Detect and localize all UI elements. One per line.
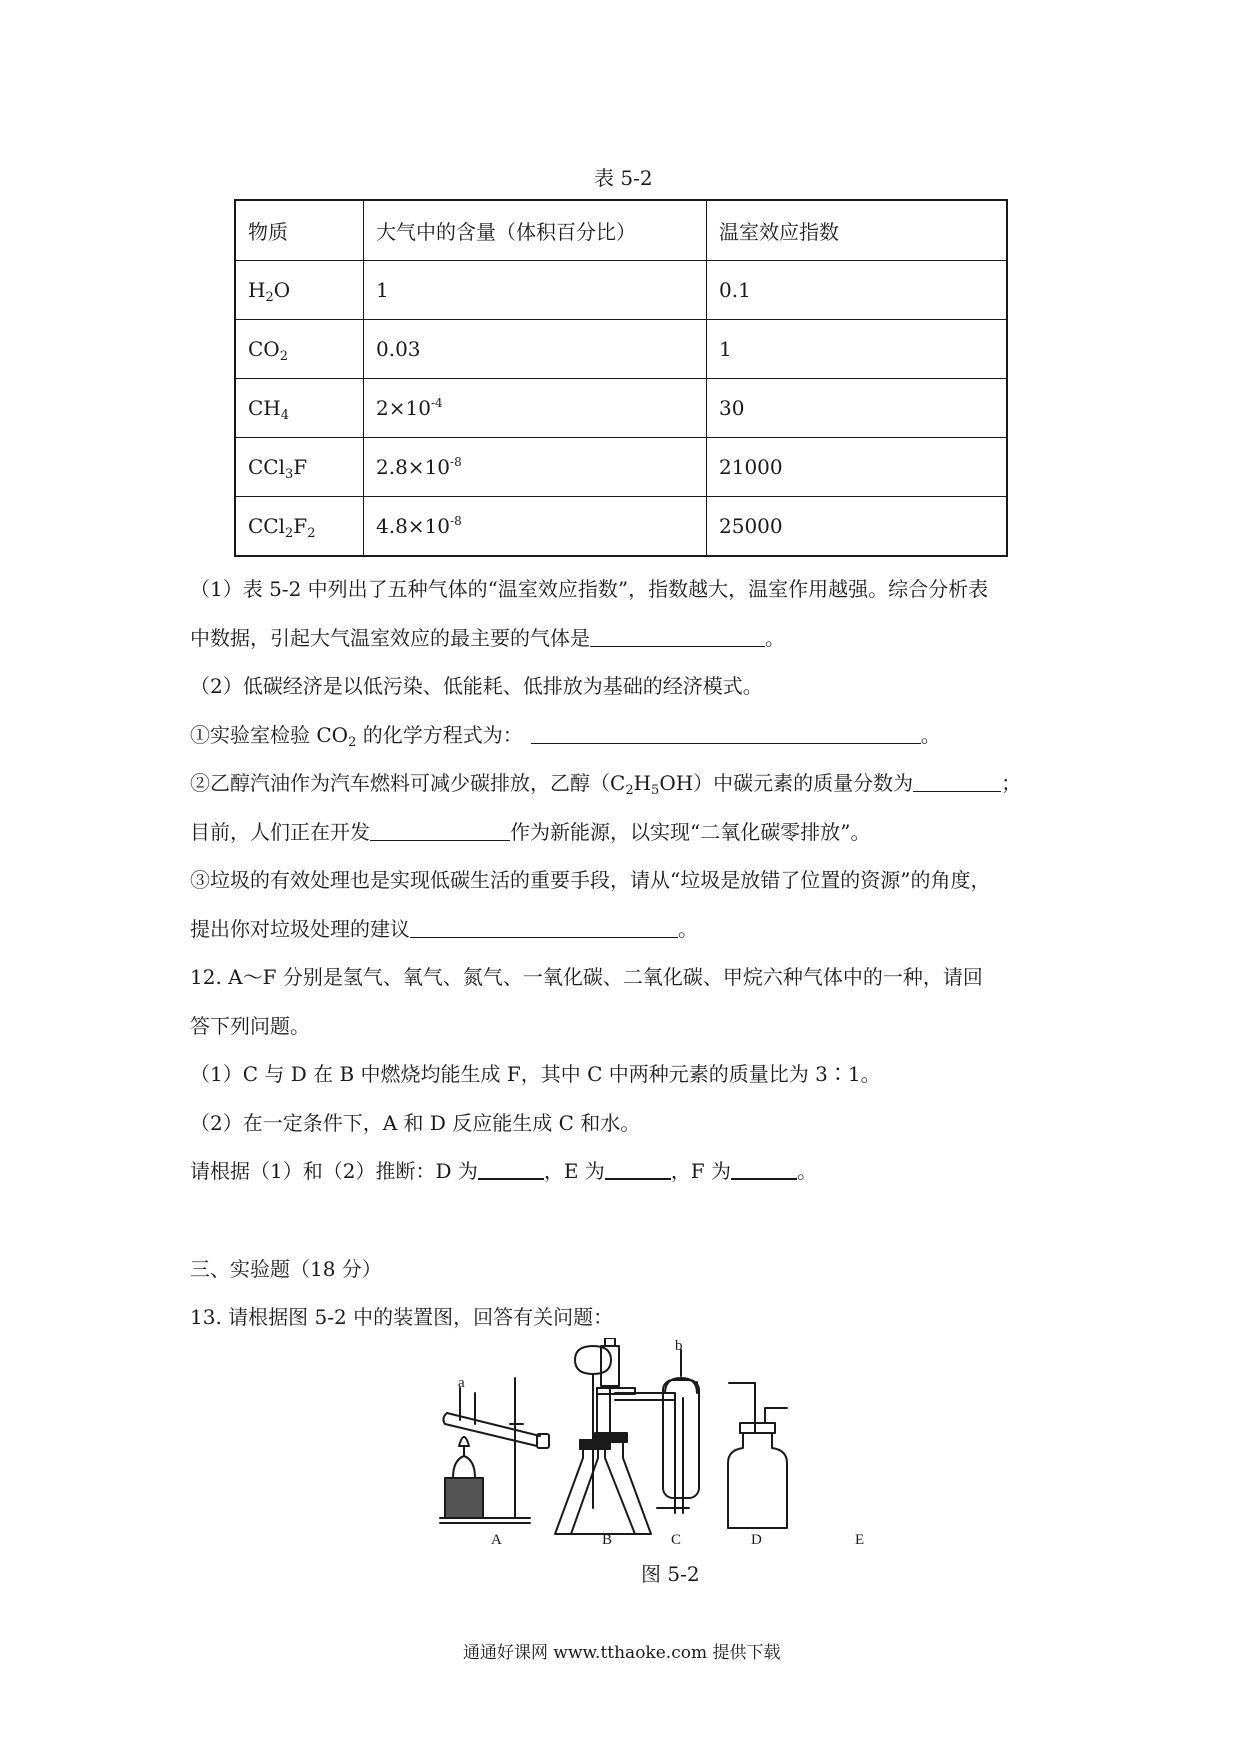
q11-item3-line2: 提出你对垃圾处理的建议 。 [190, 917, 698, 941]
header-substance: 物质 [235, 200, 364, 261]
q11-part1-line1: （1）表 5-2 中列出了五种气体的“温室效应指数”，指数越大，温室作用越强。综合分析表 [190, 577, 989, 601]
apparatus-figure [425, 1338, 895, 1548]
apparatus-d-inverted-bottle [657, 1350, 699, 1513]
q12-stem-line2: 答下列问题。 [190, 1014, 310, 1038]
content-cell: 0.03 [364, 320, 707, 379]
mark-a: a [458, 1375, 465, 1391]
table-row [235, 379, 1007, 438]
substance-cell: $CCl_2F_2$ [235, 497, 364, 557]
q13-stem: 13. 请根据图 5-2 中的装置图，回答有关问题： [190, 1305, 614, 1329]
index-cell: 30 [707, 379, 1008, 438]
apparatus-a-heating-setup [440, 1378, 549, 1523]
substance-cell: $H_2O$ [235, 261, 364, 320]
content-cell: 1 [364, 261, 707, 320]
q11-item2-line2: 目前，人们正在开发 作为新能源，以实现“二氧化碳零排放”。 [190, 820, 871, 844]
section-heading: 三、实验题（18 分） [190, 1257, 382, 1281]
table-row [235, 438, 1007, 497]
header-content: 大气中的含量（体积百分比） [364, 200, 707, 261]
q11-item3-line1: ③垃圾的有效处理也是实现低碳生活的重要手段，请从“垃圾是放错了位置的资源”的角度， [190, 868, 991, 892]
q12-condition1: （1）C 与 D 在 B 中燃烧均能生成 F，其中 C 中两种元素的质量比为 3∶1。 [190, 1062, 881, 1086]
label-a: A [491, 1532, 502, 1548]
index-cell: 25000 [707, 497, 1008, 557]
header-index: 温室效应指数 [707, 200, 1008, 261]
substance-cell: CCl$_3$F [235, 438, 364, 497]
answer-blank[interactable] [590, 626, 765, 647]
q12-ask: 请根据（1）和（2）推断：D 为 ，E 为 ，F 为 。 [190, 1159, 818, 1183]
content-cell: $2.8\times 10^{-8}$ [364, 438, 707, 497]
page-footer: 通通好课网 www.tthaoke.com 提供下载 [463, 1643, 781, 1663]
answer-blank[interactable] [370, 820, 510, 841]
q11-part1-line2: 中数据，引起大气温室效应的最主要的气体是 。 [190, 626, 785, 650]
label-d: D [751, 1532, 762, 1548]
q12-stem-line1: 12. A～F 分别是氢气、氧气、氮气、一氧化碳、二氧化碳、甲烷六种气体中的一种，请回 [190, 965, 983, 989]
q12-condition2: （2）在一定条件下，A 和 D 反应能生成 C 和水。 [190, 1111, 641, 1135]
table-row [235, 497, 1007, 557]
index-cell: 0.1 [707, 261, 1008, 320]
table-row [235, 261, 1007, 320]
table-row [235, 320, 1007, 379]
substance-cell: $CO_2$ [235, 320, 364, 379]
q11-part2: （2）低碳经济是以低污染、低能耗、低排放为基础的经济模式。 [190, 674, 763, 698]
answer-blank[interactable] [410, 917, 678, 938]
answer-blank[interactable] [531, 723, 921, 744]
q11-item2-line1: ②乙醇汽油作为汽车燃料可减少碳排放，乙醇$(C_2H_5OH)$中碳元素的质量分数为 ； [190, 771, 1022, 798]
index-cell: 1 [707, 320, 1008, 379]
content-cell: $2\times 10^{-4}$ [364, 379, 707, 438]
answer-blank[interactable] [731, 1158, 797, 1180]
figure-caption: 图 5-2 [641, 1562, 700, 1586]
answer-blank[interactable] [913, 771, 1001, 792]
table-header-row [235, 200, 1007, 261]
label-c: C [671, 1532, 682, 1548]
content-cell: $4.8\times 10^{-8}$ [364, 497, 707, 557]
substance-cell: $CH_4$ [235, 379, 364, 438]
answer-blank[interactable] [478, 1158, 544, 1180]
index-cell: 21000 [707, 438, 1008, 497]
greenhouse-gas-table [234, 199, 1008, 557]
label-e: E [855, 1532, 865, 1548]
mark-b: b [675, 1338, 683, 1354]
table-caption: 表 5-2 [594, 166, 653, 190]
q11-item1: ①实验室检验 $CO_2$ 的化学方程式为： 。 [190, 723, 941, 750]
answer-blank[interactable] [605, 1158, 671, 1180]
label-b: B [602, 1532, 613, 1548]
apparatus-e-gas-bottle [728, 1383, 787, 1528]
